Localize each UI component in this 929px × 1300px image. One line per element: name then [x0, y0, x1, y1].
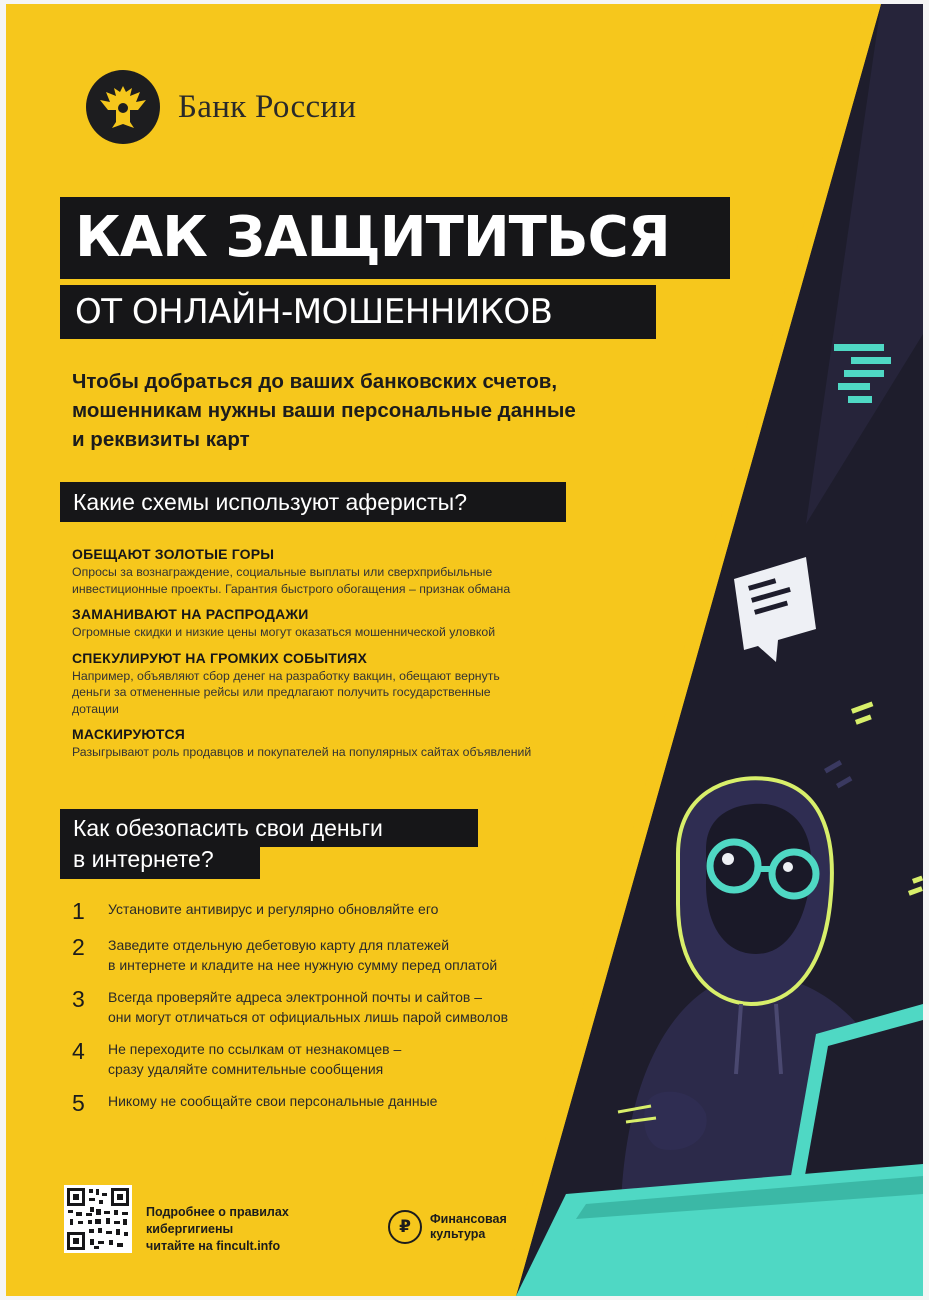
bank-name: Банк России [178, 88, 357, 125]
schemes-list [72, 545, 632, 769]
safety-heading-continued: в интернете? [60, 843, 260, 879]
scheme-title: СПЕКУЛИРУЮТ НА ГРОМКИХ СОБЫТИЯХ [72, 649, 368, 666]
scheme-desc-line: Например, объявляют сбор денег на разработку вакцин, обещают вернуть [72, 668, 500, 683]
intro-line: Чтобы добраться до ваших банковских счетов, [72, 370, 558, 393]
tip-item [72, 987, 572, 1027]
safety-heading: Как обезопасить свои деньги [60, 809, 478, 847]
tip-item [72, 1039, 572, 1079]
tip-number: 5 [72, 1090, 85, 1116]
tip-item [72, 935, 572, 975]
scheme-item [72, 725, 632, 761]
fincult-text: Финансовая культура [430, 1212, 507, 1241]
bank-logo [86, 70, 356, 144]
qr-code[interactable] [64, 1185, 132, 1253]
schemes-heading: Какие схемы используют аферисты? [60, 482, 566, 522]
double-headed-eagle-icon [86, 70, 160, 144]
fincult-logo [388, 1210, 507, 1244]
more-info-text: Подробнее о правилах кибергигиены читайте на fincult.info [146, 1205, 289, 1253]
scheme-desc-line: Разыгрывают роль продавцов и покупателей на популярных сайтах объявлений [72, 745, 532, 759]
tip-text: Всегда проверяйте адреса электронной почты и сайтов – они могут отличаться от официальных лишь парой символов [108, 989, 509, 1025]
tips-list [72, 899, 572, 1127]
scheme-item [72, 545, 632, 597]
tip-item [72, 1091, 572, 1115]
scheme-desc-line: Огромные скидки и низкие цены могут оказаться мошеннической уловкой [72, 625, 496, 639]
tip-number: 2 [72, 934, 85, 960]
tip-text: Заведите отдельную дебетовую карту для платежей в интернете и кладите на нее нужную сумму перед оплатой [108, 937, 498, 973]
tip-number: 3 [72, 986, 85, 1012]
scheme-desc-line: деньги за отмененные рейсы или предлагают получить государственные [72, 685, 491, 699]
tip-number: 4 [72, 1038, 85, 1064]
ruble-icon: ₽ [388, 1210, 422, 1244]
scheme-desc-line: инвестиционные проекты. Гарантия быстрого обогащения – признак обмана [72, 581, 511, 596]
scheme-item [72, 649, 632, 718]
tip-text: Никому не сообщайте свои персональные данные [108, 1093, 438, 1109]
scheme-desc-line: дотации [72, 701, 119, 716]
scheme-desc-line: Опросы за вознаграждение, социальные выплаты или сверхприбыльные [72, 565, 493, 579]
intro-text [72, 367, 672, 454]
scheme-title: ОБЕЩАЮТ ЗОЛОТЫЕ ГОРЫ [72, 546, 275, 562]
tip-item [72, 899, 572, 923]
tip-text: Не переходите по ссылкам от незнакомцев – сразу удаляйте сомнительные сообщения [108, 1041, 402, 1077]
page-subtitle: ОТ ОНЛАЙН-МОШЕННИКОВ [60, 285, 656, 339]
scheme-title: МАСКИРУЮТСЯ [72, 726, 186, 742]
tip-number: 1 [72, 898, 85, 924]
tip-text: Установите антивирус и регулярно обновляйте его [108, 901, 439, 917]
scheme-item [72, 605, 632, 641]
intro-line: и реквизиты карт [72, 428, 250, 451]
intro-line: мошенникам нужны ваши персональные данные [72, 399, 576, 422]
page-title: КАК ЗАЩИТИТЬСЯ [60, 197, 730, 279]
scheme-title: ЗАМАНИВАЮТ НА РАСПРОДАЖИ [72, 606, 309, 622]
poster [6, 4, 923, 1296]
